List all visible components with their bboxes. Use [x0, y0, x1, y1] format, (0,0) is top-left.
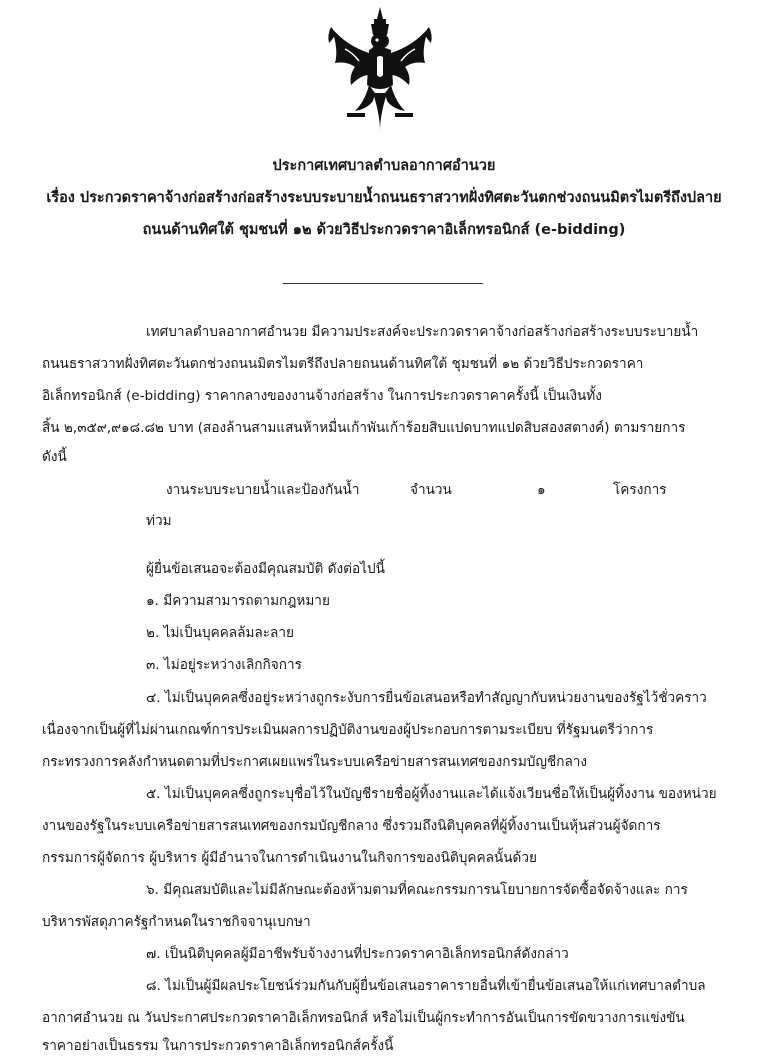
announcement-title: ประกาศเทศบาลตำบลอากาศอำนวย	[272, 158, 496, 174]
qualification-item-cont: บริหารพัสดุภาครัฐกำหนดในราชกิจจานุเบกษา	[42, 914, 311, 930]
qualification-item: ๕. ไม่เป็นบุคคลซึ่งถูกระบุชื่อไว้ในบัญชีรายชื่อผู้ทิ้งงานและได้แจ้งเวียนชื่อให้เป็นผู้ทิ้งงาน ของหน่วย	[146, 786, 717, 802]
project-name: งานระบบระบายน้ำและป้องกันน้ำ	[166, 482, 360, 498]
intro-line: อิเล็กทรอนิกส์ (e-bidding) ราคากลางของงานจ้างก่อสร้าง ในการประกวดราคาครั้งนี้ เป็นเงินทั้ง	[42, 388, 602, 404]
project-qty: ๑	[537, 482, 546, 498]
intro-line: ดังนี้	[42, 449, 67, 465]
project-unit: โครงการ	[613, 482, 667, 498]
intro-line: ถนนธราสวาทฝั่งทิศตะวันตกช่วงถนนมิตรไมตรีถึงปลายถนนด้านทิศใต้ ชุมชนที่ ๑๒ ด้วยวิธีประกวดราคา	[42, 356, 644, 372]
header-divider	[283, 283, 483, 284]
qualification-item-cont: งานของรัฐในระบบเครือข่ายสารสนเทศของกรมบัญชีกลาง ซึ่งรวมถึงนิติบุคคลที่ผู้ทิ้งงานเป็นหุ้นส่วนผู้จัดการ	[42, 818, 661, 834]
project-name-cont: ท่วม	[146, 513, 172, 529]
qualification-item: ๔. ไม่เป็นบุคคลซึ่งอยู่ระหว่างถูกระงับการยื่นข้อเสนอหรือทำสัญญากับหน่วยงานของรัฐไว้ชั่วคราว	[146, 690, 707, 706]
project-qty-label: จำนวน	[410, 482, 452, 498]
qualification-item-cont: อากาศอำนวย ณ วันประกาศประกวดราคาอิเล็กทรอนิกส์ หรือไม่เป็นผู้กระทำการอันเป็นการขัดขวางการแข่งขัน	[42, 1010, 685, 1026]
qualification-item: ๒. ไม่เป็นบุคคลล้มละลาย	[146, 625, 294, 641]
announcement-subject-line2: ถนนด้านทิศใต้ ชุมชนที่ ๑๒ ด้วยวิธีประกวดราคาอิเล็กทรอนิกส์ (e-bidding)	[142, 222, 626, 238]
qualification-item: ๑. มีความสามารถตามกฎหมาย	[146, 593, 330, 609]
qualification-item-cont: ราคาอย่างเป็นธรรม ในการประกวดราคาอิเล็กทรอนิกส์ครั้งนี้	[42, 1038, 394, 1054]
intro-line: สิ้น ๒,๓๕๙,๙๑๘.๘๒ บาท (สองล้านสามแสนห้าหมื่นเก้าพันเก้าร้อยสิบแปดบาทแปดสิบสองสตางค์) ตามรายการ	[42, 420, 686, 436]
qualification-item-cont: เนื่องจากเป็นผู้ที่ไม่ผ่านเกณฑ์การประเมินผลการปฏิบัติงานของผู้ประกอบการตามระเบียบ ที่รัฐมนตรีว่าการ	[42, 722, 654, 738]
qualification-item: ๗. เป็นนิติบุคคลผู้มีอาชีพรับจ้างงานที่ประกวดราคาอิเล็กทรอนิกส์ดังกล่าว	[146, 946, 569, 962]
intro-line: เทศบาลตำบลอากาศอำนวย มีความประสงค์จะประกวดราคาจ้างก่อสร้างก่อสร้างระบบระบายน้ำ	[146, 324, 699, 340]
announcement-subject-line1: เรื่อง ประกวดราคาจ้างก่อสร้างก่อสร้างระบบระบายน้ำถนนธราสวาทฝั่งทิศตะวันตกช่วงถนนมิตรไมตรีถึงปลาย	[46, 190, 722, 206]
qualification-item: ๖. มีคุณสมบัติและไม่มีลักษณะต้องห้ามตามที่คณะกรรมการนโยบายการจัดซื้อจัดจ้างและ การ	[146, 882, 688, 898]
qualification-item: ๘. ไม่เป็นผู้มีผลประโยชน์ร่วมกันกับผู้ยื่นข้อเสนอราคารายอื่นที่เข้ายื่นข้อเสนอให้แก่เทศบาลตำบล	[146, 978, 706, 994]
qualification-item: ๓. ไม่อยู่ระหว่างเลิกกิจการ	[146, 657, 302, 673]
qualification-item-cont: กระทรวงการคลังกำหนดตามที่ประกาศเผยแพร่ในระบบเครือข่ายสารสนเทศของกรมบัญชีกลาง	[42, 754, 588, 770]
garuda-emblem-icon	[325, 5, 435, 135]
qualification-item-cont: กรรมการผู้จัดการ ผู้บริหาร ผู้มีอำนาจในการดำเนินงานในกิจการของนิติบุคคลนั้นด้วย	[42, 850, 537, 866]
qualifications-heading: ผู้ยื่นข้อเสนอจะต้องมีคุณสมบัติ ดังต่อไปนี้	[146, 561, 385, 577]
